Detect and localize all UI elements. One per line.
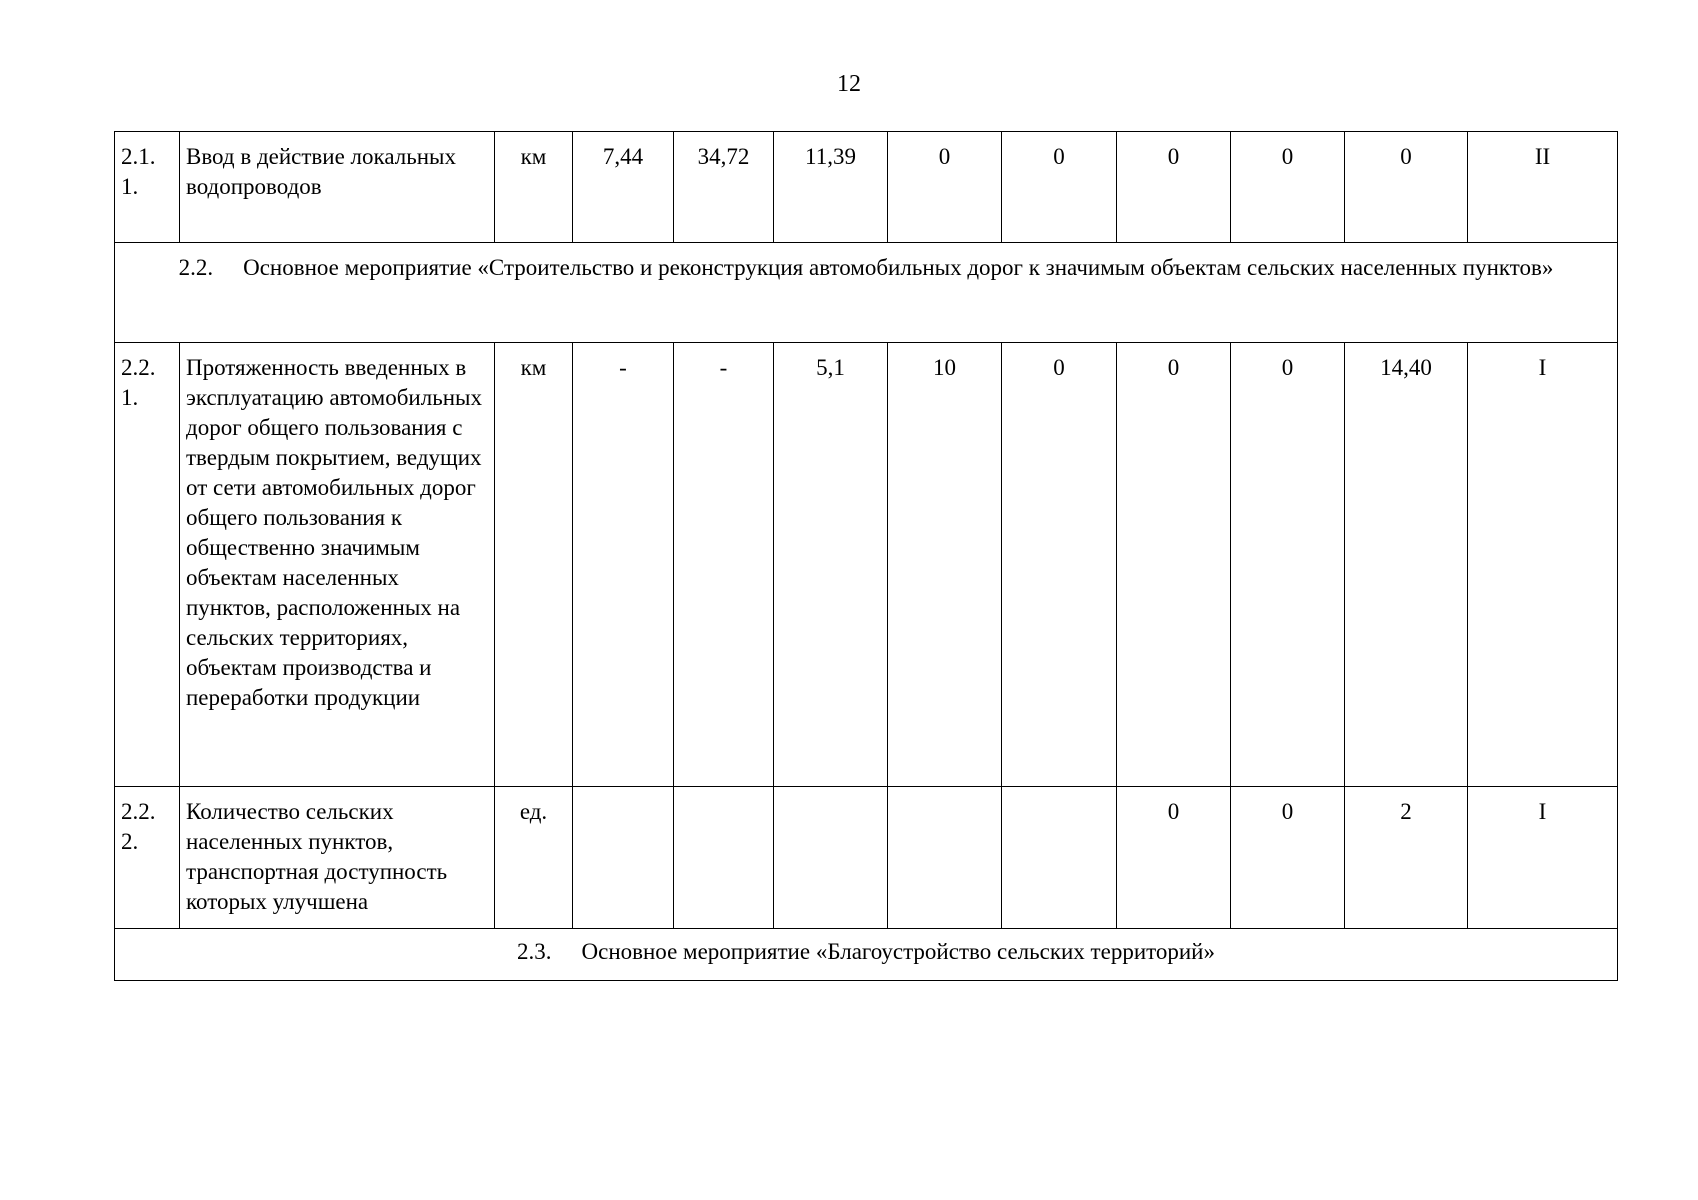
indicator-name: Протяженность введенных в эксплуатацию автомобильных дорог общего пользования с твердым покрытием, ведущих от сети автомобильных дорог общего пользования к общественно значимым объектам населенных пунктов, расположенных на сельских территориях, объектам производства и переработки продукции xyxy=(180,343,495,787)
unit-cell: км xyxy=(495,343,573,787)
value-cell: 0 xyxy=(1231,343,1345,787)
unit-cell: ед. xyxy=(495,787,573,929)
section-row xyxy=(115,243,1618,343)
value-cell xyxy=(888,787,1002,929)
value-cell: 14,40 xyxy=(1345,343,1468,787)
value-cell: 2 xyxy=(1345,787,1468,929)
row-number: 2.2. 1. xyxy=(115,343,180,787)
section-number: 2.2. xyxy=(178,255,214,280)
section-heading xyxy=(115,243,1618,343)
section-title: Основное мероприятие «Строительство и реконструкция автомобильных дорог к значимым объектам сельских населенных пунктов» xyxy=(243,255,1554,280)
table-row xyxy=(115,343,1618,787)
category-cell: I xyxy=(1468,343,1618,787)
value-cell: 0 xyxy=(1345,132,1468,243)
page-number: 12 xyxy=(837,71,861,97)
value-cell: 0 xyxy=(1002,343,1117,787)
section-row xyxy=(115,929,1618,981)
value-cell xyxy=(1002,787,1117,929)
value-cell: 0 xyxy=(1231,132,1345,243)
value-cell: 5,1 xyxy=(774,343,888,787)
value-cell xyxy=(774,787,888,929)
value-cell: 34,72 xyxy=(674,132,774,243)
value-cell: 7,44 xyxy=(573,132,674,243)
unit-cell: км xyxy=(495,132,573,243)
value-cell: 0 xyxy=(1117,132,1231,243)
row-number: 2.1. 1. xyxy=(115,132,180,243)
value-cell: 0 xyxy=(1002,132,1117,243)
section-heading xyxy=(115,929,1618,981)
value-cell: 0 xyxy=(1117,787,1231,929)
value-cell: 0 xyxy=(888,132,1002,243)
category-cell: II xyxy=(1468,132,1618,243)
value-cell: 0 xyxy=(1231,787,1345,929)
indicator-name: Количество сельских населенных пунктов, транспортная доступность которых улучшена xyxy=(180,787,495,929)
value-cell xyxy=(573,787,674,929)
table-row xyxy=(115,132,1618,243)
indicator-table xyxy=(114,131,1618,981)
value-cell xyxy=(674,787,774,929)
row-number: 2.2. 2. xyxy=(115,787,180,929)
section-number: 2.3. xyxy=(517,939,552,964)
value-cell: - xyxy=(573,343,674,787)
value-cell: 0 xyxy=(1117,343,1231,787)
table-row xyxy=(115,787,1618,929)
value-cell: 11,39 xyxy=(774,132,888,243)
value-cell: - xyxy=(674,343,774,787)
category-cell: I xyxy=(1468,787,1618,929)
indicator-name: Ввод в действие локальных водопроводов xyxy=(180,132,495,243)
section-title: Основное мероприятие «Благоустройство сельских территорий» xyxy=(581,939,1215,964)
value-cell: 10 xyxy=(888,343,1002,787)
